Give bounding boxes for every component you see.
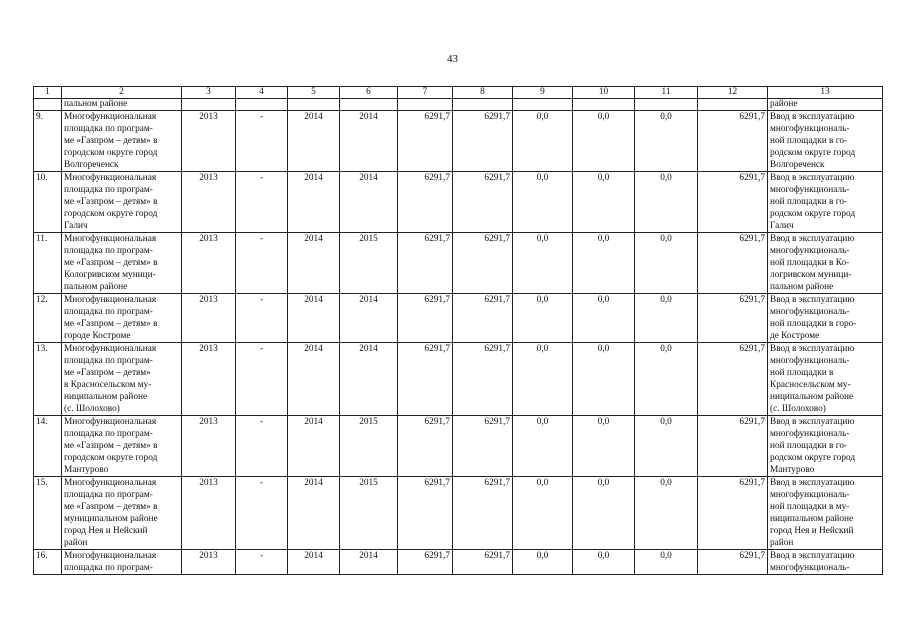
col-6-value: 2014 [340, 343, 398, 416]
result-text-line: многофункциональ- [770, 307, 850, 317]
col-12-value: 6291,7 [698, 550, 768, 575]
object-name-line: район [64, 538, 88, 548]
program-table [33, 86, 883, 575]
result-text-line: Ввод в эксплуатацию [770, 417, 855, 427]
cont-cell [453, 99, 513, 111]
cont-name: пальном районе [62, 99, 182, 111]
col-3-value: 2013 [182, 111, 236, 172]
header-col-7: 7 [398, 87, 453, 99]
object-name-line: Кологривском муници- [64, 270, 156, 280]
object-name-line: городском округе город [64, 453, 158, 463]
object-name-line: Многофункциональная [64, 234, 157, 244]
object-name-line: площадка по програм- [64, 563, 153, 573]
table-row [34, 477, 883, 550]
cont-cell [513, 99, 573, 111]
header-col-8: 8 [453, 87, 513, 99]
object-name [62, 416, 182, 477]
col-6-value: 2015 [340, 416, 398, 477]
col-9-value: 0,0 [513, 343, 573, 416]
col-3-value: 2013 [182, 233, 236, 294]
object-name-line: Многофункциональная [64, 173, 157, 183]
result-text [768, 477, 883, 550]
col-6-value: 2014 [340, 550, 398, 575]
result-text [768, 111, 883, 172]
object-name-line: площадка по програм- [64, 124, 153, 134]
result-text-line: многофункциональ- [770, 356, 850, 366]
header-col-2: 2 [62, 87, 182, 99]
object-name [62, 294, 182, 343]
col-9-value: 0,0 [513, 294, 573, 343]
object-name-line: ме «Газпром – детям» в [64, 136, 158, 146]
object-name-line: площадка по програм- [64, 356, 153, 366]
col-7-value: 6291,7 [398, 477, 453, 550]
result-text-line: Ввод в эксплуатацию [770, 478, 855, 488]
col-4-value: - [236, 550, 288, 575]
col-3-value: 2013 [182, 550, 236, 575]
col-4-value: - [236, 416, 288, 477]
col-7-value: 6291,7 [398, 111, 453, 172]
col-5-value: 2014 [288, 111, 340, 172]
row-number: 16. [34, 550, 62, 575]
object-name [62, 343, 182, 416]
row-number: 10. [34, 172, 62, 233]
row-number: 14. [34, 416, 62, 477]
col-4-value: - [236, 343, 288, 416]
object-name-line: Многофункциональная [64, 551, 157, 561]
result-text-line: ной площадки в Ко- [770, 258, 850, 268]
table-row [34, 343, 883, 416]
result-text [768, 172, 883, 233]
col-11-value: 0,0 [635, 294, 698, 343]
object-name-line: Многофункциональная [64, 417, 157, 427]
object-name-line: площадка по програм- [64, 185, 153, 195]
col-3-value: 2013 [182, 172, 236, 233]
row-number: 12. [34, 294, 62, 343]
object-name-line: пальном районе [64, 282, 128, 292]
col-5-value: 2014 [288, 343, 340, 416]
cont-cell [573, 99, 635, 111]
object-name [62, 172, 182, 233]
col-4-value: - [236, 172, 288, 233]
table-header [34, 87, 883, 99]
col-9-value: 0,0 [513, 550, 573, 575]
result-text-line: (с. Шолохово) [770, 404, 826, 414]
result-text-line: Мантурово [770, 465, 815, 475]
cont-cell [288, 99, 340, 111]
result-text-line: родском округе город [770, 453, 856, 463]
result-text-line: Ввод в эксплуатацию [770, 551, 855, 561]
col-7-value: 6291,7 [398, 294, 453, 343]
object-name-line: Галич [64, 221, 88, 231]
header-col-13: 13 [768, 87, 883, 99]
result-text-line: Ввод в эксплуатацию [770, 173, 855, 183]
result-text-line: город Нея и Нейский [770, 526, 854, 536]
col-11-value: 0,0 [635, 172, 698, 233]
col-6-value: 2015 [340, 477, 398, 550]
col-8-value: 6291,7 [453, 477, 513, 550]
cont-cell [398, 99, 453, 111]
header-col-10: 10 [573, 87, 635, 99]
col-5-value: 2014 [288, 233, 340, 294]
object-name-line: площадка по програм- [64, 246, 153, 256]
result-text [768, 343, 883, 416]
col-3-value: 2013 [182, 343, 236, 416]
cont-cell [635, 99, 698, 111]
col-9-value: 0,0 [513, 111, 573, 172]
result-text-line: логривском муници- [770, 270, 852, 280]
col-11-value: 0,0 [635, 233, 698, 294]
result-text-line: де Костроме [770, 331, 820, 341]
cont-cell [698, 99, 768, 111]
col-4-value: - [236, 477, 288, 550]
col-6-value: 2014 [340, 172, 398, 233]
object-name-line: Мантурово [64, 465, 109, 475]
table-row [34, 111, 883, 172]
result-text-line: ной площадки в [770, 368, 834, 378]
row-number: 15. [34, 477, 62, 550]
result-text-line: район [770, 538, 794, 548]
col-12-value: 6291,7 [698, 111, 768, 172]
col-5-value: 2014 [288, 416, 340, 477]
table-row [34, 172, 883, 233]
object-name-line: (с. Шолохово) [64, 404, 120, 414]
col-9-value: 0,0 [513, 477, 573, 550]
result-text-line: многофункциональ- [770, 429, 850, 439]
col-3-value: 2013 [182, 294, 236, 343]
header-col-9: 9 [513, 87, 573, 99]
object-name-line: ме «Газпром – детям» в [64, 319, 158, 329]
col-10-value: 0,0 [573, 416, 635, 477]
result-text-line: многофункциональ- [770, 563, 850, 573]
result-text-line: Ввод в эксплуатацию [770, 344, 855, 354]
col-11-value: 0,0 [635, 477, 698, 550]
col-12-value: 6291,7 [698, 172, 768, 233]
object-name-line: Многофункциональная [64, 478, 157, 488]
header-col-11: 11 [635, 87, 698, 99]
page-number: 43 [447, 53, 458, 65]
col-7-value: 6291,7 [398, 233, 453, 294]
header-col-1: 1 [34, 87, 62, 99]
col-11-value: 0,0 [635, 343, 698, 416]
col-7-value: 6291,7 [398, 416, 453, 477]
col-11-value: 0,0 [635, 111, 698, 172]
result-text-line: многофункциональ- [770, 124, 850, 134]
result-text-line: ной площадки в го- [770, 197, 848, 207]
cont-cell [340, 99, 398, 111]
object-name-line: площадка по програм- [64, 307, 153, 317]
col-8-value: 6291,7 [453, 550, 513, 575]
result-text-line: родском округе город [770, 209, 856, 219]
result-text-line: ной площадки в му- [770, 502, 850, 512]
object-name [62, 111, 182, 172]
col-8-value: 6291,7 [453, 294, 513, 343]
col-5-value: 2014 [288, 172, 340, 233]
result-text-line: ниципальном районе [770, 392, 854, 402]
table-row [34, 233, 883, 294]
result-text-line: Галич [770, 221, 794, 231]
header-col-4: 4 [236, 87, 288, 99]
result-text-line: многофункциональ- [770, 185, 850, 195]
col-12-value: 6291,7 [698, 477, 768, 550]
result-text-line: Красносельском му- [770, 380, 851, 390]
object-name-line: муниципальном районе [64, 514, 158, 524]
object-name [62, 477, 182, 550]
result-text-line: ной площадки в горо- [770, 319, 857, 329]
result-text-line: ной площадки в го- [770, 441, 848, 451]
col-9-value: 0,0 [513, 416, 573, 477]
object-name-line: ме «Газпром – детям» в [64, 502, 158, 512]
object-name-line: городском округе город [64, 209, 158, 219]
col-6-value: 2015 [340, 233, 398, 294]
object-name-line: городском округе город [64, 148, 158, 158]
row-number: 11. [34, 233, 62, 294]
col-11-value: 0,0 [635, 416, 698, 477]
cont-cell [34, 99, 62, 111]
col-6-value: 2014 [340, 111, 398, 172]
table-row [34, 416, 883, 477]
result-text [768, 550, 883, 575]
col-12-value: 6291,7 [698, 343, 768, 416]
col-5-value: 2014 [288, 294, 340, 343]
object-name-line: в Красносельском му- [64, 380, 152, 390]
header-col-12: 12 [698, 87, 768, 99]
col-8-value: 6291,7 [453, 343, 513, 416]
object-name-line: площадка по програм- [64, 429, 153, 439]
result-text-line: Ввод в эксплуатацию [770, 112, 855, 122]
object-name-line: город Нея и Нейский [64, 526, 148, 536]
col-4-value: - [236, 111, 288, 172]
object-name [62, 233, 182, 294]
object-name-line: городе Костроме [64, 331, 131, 341]
col-3-value: 2013 [182, 416, 236, 477]
object-name-line: ниципальном районе [64, 392, 148, 402]
col-7-value: 6291,7 [398, 172, 453, 233]
table-body [34, 99, 883, 575]
result-text-line: пальном районе [770, 282, 834, 292]
result-text-line: многофункциональ- [770, 246, 850, 256]
col-12-value: 6291,7 [698, 294, 768, 343]
row-number: 9. [34, 111, 62, 172]
col-8-value: 6291,7 [453, 416, 513, 477]
col-4-value: - [236, 294, 288, 343]
header-row [34, 87, 883, 99]
result-text [768, 233, 883, 294]
col-8-value: 6291,7 [453, 172, 513, 233]
col-3-value: 2013 [182, 477, 236, 550]
header-col-5: 5 [288, 87, 340, 99]
result-text [768, 416, 883, 477]
result-text-line: ной площадки в го- [770, 136, 848, 146]
col-7-value: 6291,7 [398, 343, 453, 416]
cont-cell [182, 99, 236, 111]
result-text [768, 294, 883, 343]
col-10-value: 0,0 [573, 172, 635, 233]
object-name-line: Многофункциональная [64, 295, 157, 305]
result-text-line: ниципальном районе [770, 514, 854, 524]
col-11-value: 0,0 [635, 550, 698, 575]
header-col-3: 3 [182, 87, 236, 99]
col-8-value: 6291,7 [453, 111, 513, 172]
object-name-line: Многофункциональная [64, 112, 157, 122]
cont-cell [236, 99, 288, 111]
col-12-value: 6291,7 [698, 416, 768, 477]
col-10-value: 0,0 [573, 294, 635, 343]
col-10-value: 0,0 [573, 550, 635, 575]
result-text-line: Волгореченск [770, 160, 825, 170]
object-name-line: ме «Газпром – детям» в [64, 258, 158, 268]
col-6-value: 2014 [340, 294, 398, 343]
result-text-line: родском округе город [770, 148, 856, 158]
col-5-value: 2014 [288, 550, 340, 575]
header-col-6: 6 [340, 87, 398, 99]
row-number: 13. [34, 343, 62, 416]
object-name-line: площадка по програм- [64, 490, 153, 500]
col-8-value: 6291,7 [453, 233, 513, 294]
col-7-value: 6291,7 [398, 550, 453, 575]
col-10-value: 0,0 [573, 477, 635, 550]
table-row [34, 550, 883, 575]
object-name-line: ме «Газпром – детям» в [64, 197, 158, 207]
col-10-value: 0,0 [573, 343, 635, 416]
col-10-value: 0,0 [573, 111, 635, 172]
col-4-value: - [236, 233, 288, 294]
col-10-value: 0,0 [573, 233, 635, 294]
object-name-line: Многофункциональная [64, 344, 157, 354]
object-name-line: ме «Газпром – детям» [64, 368, 151, 378]
col-9-value: 0,0 [513, 172, 573, 233]
object-name-line: Волгореченск [64, 160, 119, 170]
table-row [34, 294, 883, 343]
result-text-line: Ввод в эксплуатацию [770, 234, 855, 244]
result-text-line: многофункциональ- [770, 490, 850, 500]
col-9-value: 0,0 [513, 233, 573, 294]
col-5-value: 2014 [288, 477, 340, 550]
result-text-line: Ввод в эксплуатацию [770, 295, 855, 305]
continuation-row [34, 99, 883, 111]
object-name [62, 550, 182, 575]
cont-result: районе [768, 99, 883, 111]
col-12-value: 6291,7 [698, 233, 768, 294]
object-name-line: ме «Газпром – детям» в [64, 441, 158, 451]
